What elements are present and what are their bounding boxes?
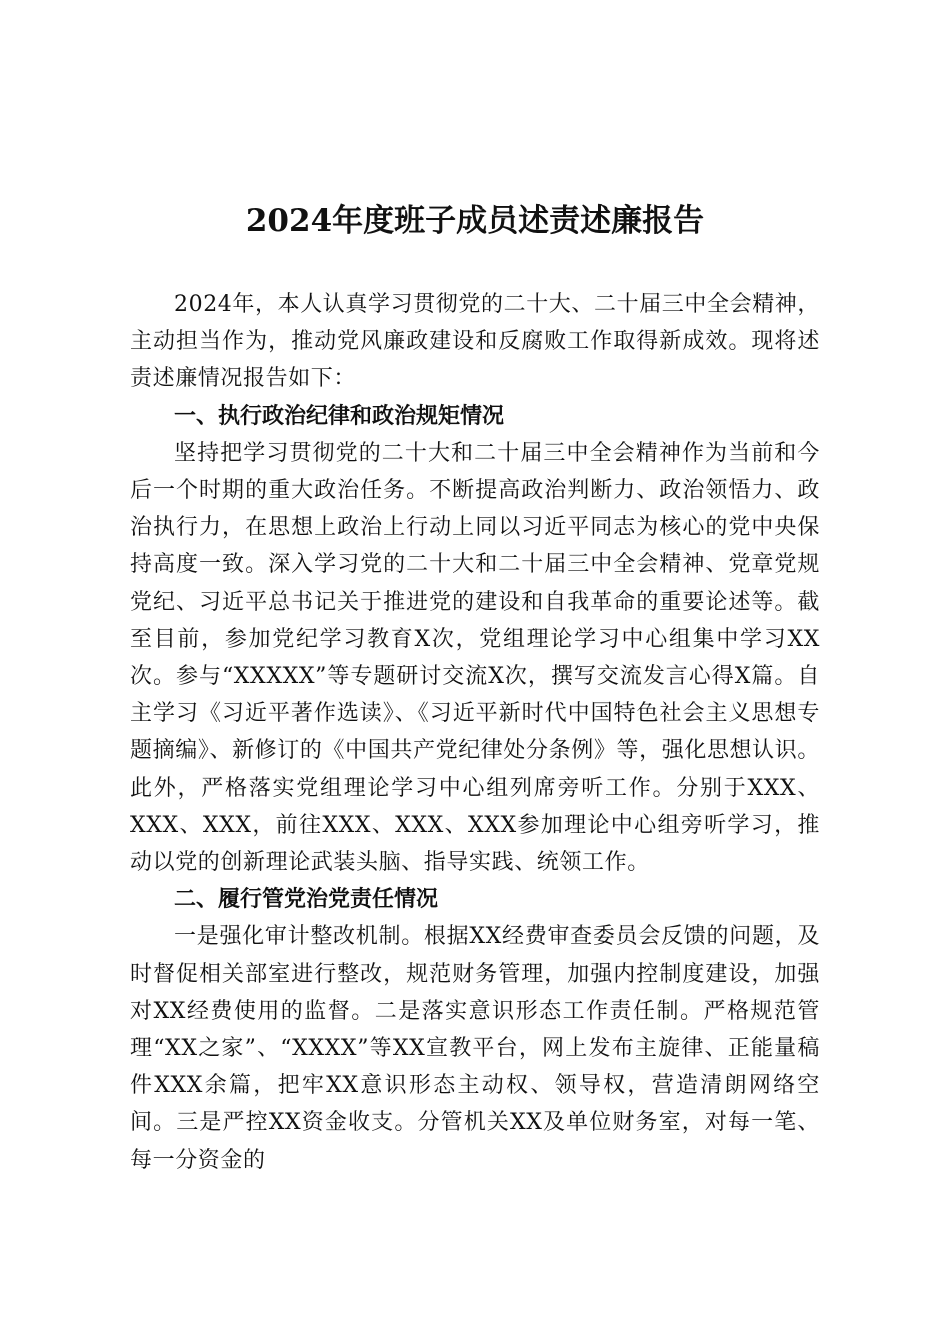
section-body-2: 一是强化审计整改机制。根据XX经费审查委员会反馈的问题，及时督促相关部室进行整改，规范财务管理，加强内控制度建设，加强对XX经费使用的监督。二是落实意识形态工作责任制。严格规范管理“XX之家”、“XXXX”等XX宣教平台，网上发布主旋律、正能量稿件XXX余篇，把牢XX意识形态主动权、领导权，营造清朗网络空间。三是严控XX资金收支。分管机关XX及单位财务室，对每一笔、每一分资金的 (130, 924, 820, 1173)
section-body-1: 坚持把学习贯彻党的二十大和二十届三中全会精神作为当前和今后一个时期的重大政治任务。不断提高政治判断力、政治领悟力、政治执行力，在思想上政治上行动上同以习近平同志为核心的党中央保持高度一致。深入学习党的二十大和二十届三中全会精神、党章党规党纪、习近平总书记关于推进党的建设和自我革命的重要论述等。截至目前，参加党纪学习教育X次，党组理论学习中心组集中学习XX次。参与“XXXXX”等专题研讨交流X次，撰写交流发言心得X篇。自主学习《习近平著作选读》、《习近平新时代中国特色社会主义思想专题摘编》、新修订的《中国共产党纪律处分条例》等，强化思想认识。此外，严格落实党组理论学习中心组列席旁听工作。分别于XXX、XXX、XXX，前往XXX、XXX、XXX参加理论中心组旁听学习，推动以党的创新理论武装头脑、指导实践、统领工作。 (130, 440, 820, 876)
section-heading-2: 二、履行管党治党责任情况 (174, 887, 439, 913)
section-heading-1: 一、执行政治纪律和政治规矩情况 (174, 403, 505, 429)
intro-paragraph: 2024年，本人认真学习贯彻党的二十大、二十届三中全会精神，主动担当作为，推动党风廉政建设和反腐败工作取得新成效。现将述责述廉情况报告如下： (130, 292, 820, 392)
document-title: 2024年度班子成员述责述廉报告 (245, 203, 705, 239)
document-body (130, 286, 820, 1179)
